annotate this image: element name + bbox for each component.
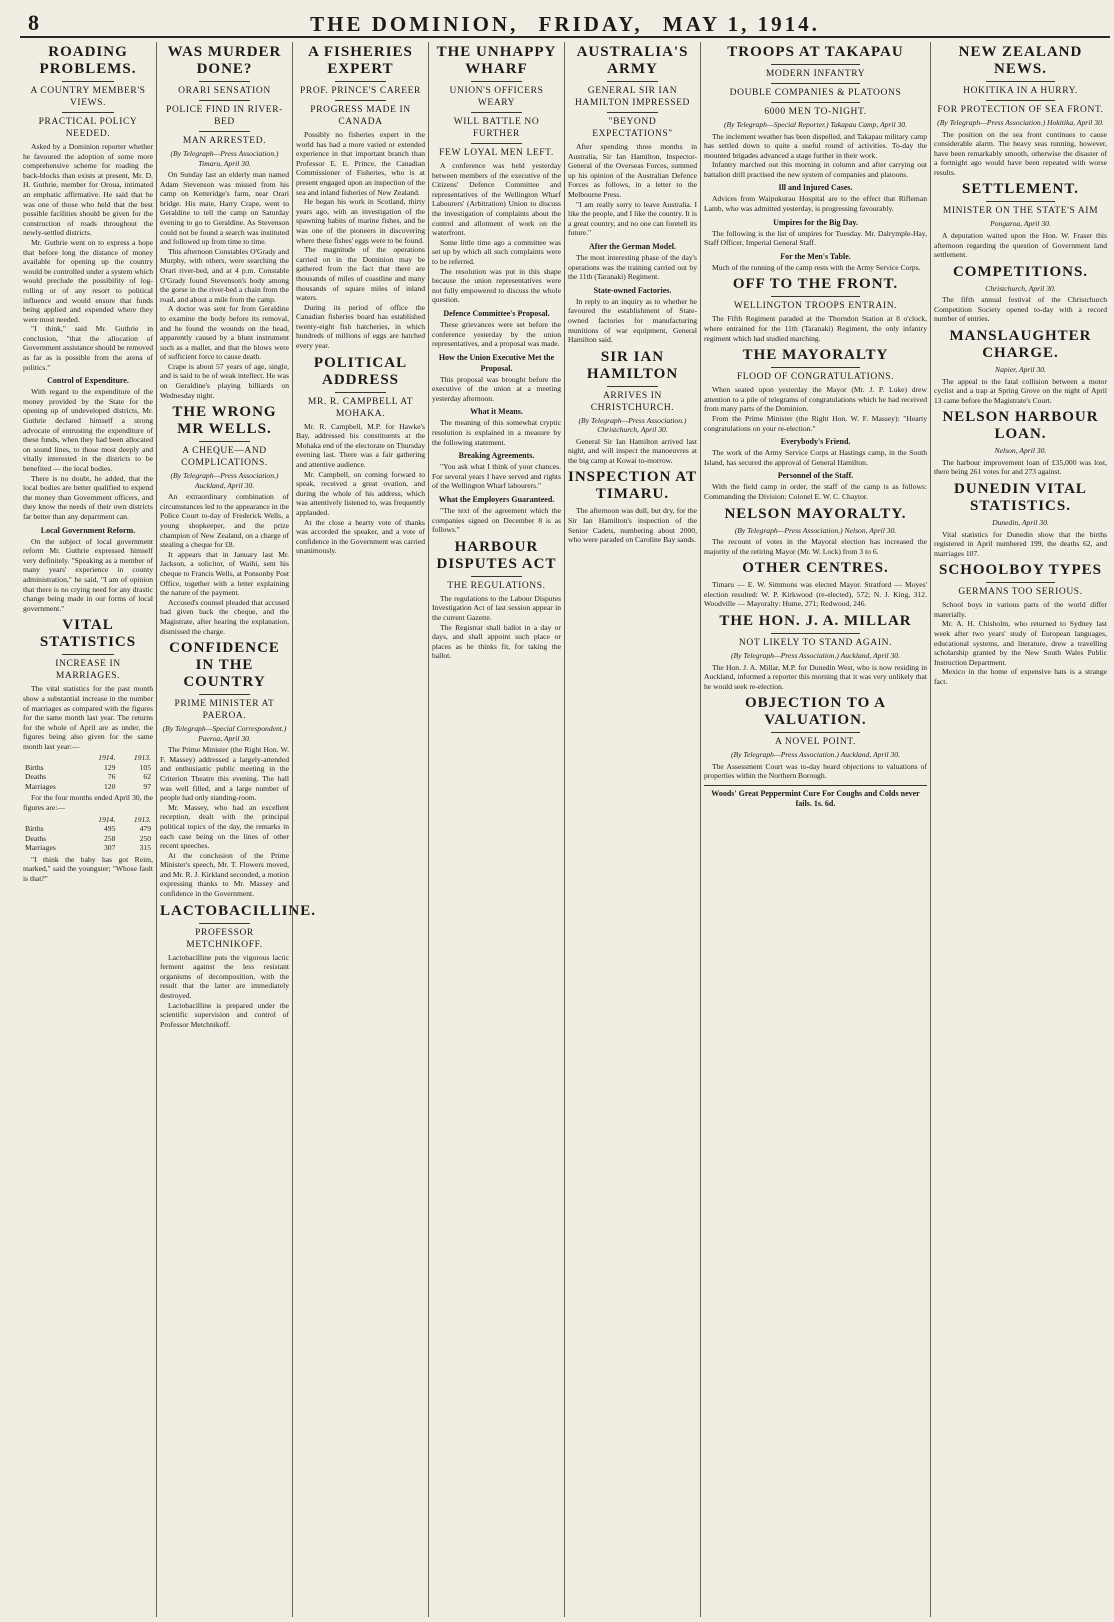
- article-subheading: MAN ARRESTED.: [182, 136, 267, 146]
- paragraph: At the conclusion of the Prime Minister's speech, Mr. T. Flowers moved, and Mr. R. J. Kirkland seconded, a motion expressing thanks to Mr. Massey and confidence in the Government.: [160, 850, 289, 899]
- column: [292, 42, 428, 1617]
- table-cell: 129: [103, 762, 116, 772]
- article: [934, 328, 1107, 405]
- paragraph: The Hon. J. A. Millar, M.P. for Dunedin West, who is now residing in Auckland, informed a reporter this morning that it was very unlikely that he would seek re-election.: [704, 662, 927, 691]
- dateline: Napier, April 30.: [995, 365, 1046, 375]
- table-cell: 76: [107, 772, 116, 782]
- paragraph: The afternoon was dull, but dry, for the Sir Ian Hamilton's inspection of the Senior Cadets, numbering about 2000, who were paraded on Caroline Bay sands.: [568, 506, 697, 545]
- table-cell: 62: [143, 772, 151, 782]
- dateline: (By Telegraph—Press Association.) Timaru, April 30.: [170, 149, 279, 168]
- paragraph: This afternoon Constables O'Grady and Murphy, with others, were searching the Orari river-bed, and at 4 p.m. Constable O'Grady found Stevenson's body among the gorse in the river-bed a chain from the road, and about a mile from the camp.: [160, 246, 289, 304]
- article: [704, 44, 927, 272]
- divider-rule: [199, 100, 251, 101]
- paragraph: With the field camp in order, the staff of the camp is as follows: Commanding the Division: Colonel E. W. C. Chaytor.: [704, 482, 927, 501]
- paragraph: The work of the Army Service Corps at Hastings camp, in the South Island, has secured the approval of General Hamilton.: [704, 448, 927, 467]
- dateline: Dunedin, April 30.: [992, 518, 1049, 527]
- article-subheading: "BEYOND EXPECTATIONS": [592, 117, 673, 139]
- paragraph: Lactobacilline is prepared under the scientific supervision and control of Professor Metchnikoff.: [160, 1000, 289, 1029]
- dateline: Christchurch, April 30.: [985, 283, 1056, 293]
- table-cell: Births: [25, 762, 44, 772]
- column: [930, 42, 1110, 1617]
- article-headline: OFF TO THE FRONT.: [732, 276, 899, 293]
- article-subheading: NOT LIKELY TO STAND AGAIN.: [738, 638, 893, 649]
- section-heading: Control of Expenditure.: [47, 376, 129, 386]
- paragraph: This proposal was brought before the executive of the union at a meeting yesterday afternoon.: [432, 374, 561, 403]
- article-subheading: PRACTICAL POLICY NEEDED.: [38, 117, 138, 139]
- article: [934, 264, 1107, 324]
- article-headline: NEW ZEALAND NEWS.: [958, 44, 1083, 77]
- article-headline: A FISHERIES EXPERT: [308, 44, 413, 77]
- section-heading: After the German Model.: [589, 241, 676, 251]
- table-row: [23, 834, 153, 844]
- paragraph: The fifth annual festival of the Christchurch Competition Society opened to-day with a record number of entries.: [934, 295, 1107, 324]
- divider-rule: [199, 923, 251, 924]
- divider-rule: [771, 633, 860, 634]
- article-headline: SCHOOLBOY TYPES: [939, 562, 1102, 579]
- paragraph: The appeal to the fatal collision between a motor cyclist and a trap at Spring Grove on the night of April 13 came before the Magistrate's Court.: [934, 376, 1107, 405]
- paragraph: A doctor was sent for from Geraldine to examine the body before its removal, and he found the wounds on the head, apparently caused by a blunt instrument such as a mallet, and that the blows were of sufficient force to cause death.: [160, 304, 289, 362]
- table-cell: Deaths: [25, 833, 47, 843]
- divider-rule: [199, 131, 251, 132]
- article: [568, 469, 697, 544]
- article-headline: POLITICAL ADDRESS: [313, 354, 408, 388]
- paragraph: The most interesting phase of the day's operations was the training carried out by the 11th (Taranaki) Regiment.: [568, 252, 697, 282]
- article-subheading: 6000 MEN TO-NIGHT.: [764, 107, 867, 117]
- paragraph: During its period of office the Canadian fisheries board has established twenty-eight fish hatcheries, in which hundreds of millions of eggs are hatched every year.: [296, 302, 425, 351]
- paragraph: After spending three months in Australia, Sir Ian Hamilton, Inspector-General of the Overseas Forces, summed up his opinion of the Australian Defence Forces as follows, in a letter to the Melbourne Press.: [568, 142, 697, 199]
- article-subheading: ORARI SENSATION: [178, 86, 271, 96]
- article-subheading: MODERN INFANTRY: [765, 69, 866, 79]
- article-headline: SIR IAN HAMILTON: [586, 348, 679, 382]
- article: [296, 355, 425, 556]
- dateline: Pongaroa, April 30.: [990, 219, 1051, 229]
- article: [704, 560, 927, 609]
- paragraph: Some little time ago a committee was set up by which all such complaints were to be referred.: [432, 237, 561, 266]
- table-cell: 479: [139, 824, 151, 834]
- divider-rule: [986, 201, 1055, 202]
- section-heading: State-owned Factories.: [593, 285, 672, 295]
- paragraph: The magnitude of the operations carried on in the Dominion may be gathered from the fact that there are thousands of miles of coastline and many thousands of square miles of inland waters.: [296, 245, 425, 303]
- article: [160, 404, 289, 636]
- paragraph: Possibly no fisheries expert in the world has had a more varied or extended experience in that important branch than Professor E. E. Prince, the Canadian Commissioner of Fisheries, who is at present engaged upon an inspection of the sea and inland fisheries of New Zealand.: [296, 130, 425, 197]
- columns: [20, 42, 1110, 1617]
- article-headline: THE WRONG MR WELLS.: [172, 404, 277, 438]
- paragraph: Advices from Waipukurau Hospital are to the effect that Rifleman Lamb, who was admitted yesterday, is progressing favourably.: [704, 194, 927, 214]
- article-subheading: MINISTER ON THE STATE'S AIM: [942, 206, 1099, 217]
- divider-rule: [335, 392, 387, 393]
- table-row: [23, 782, 153, 792]
- paragraph: The resolution was put in this shape because the union representatives were not fully empowered to discuss the whole question.: [432, 266, 561, 305]
- section-heading: Everybody's Friend.: [780, 437, 851, 447]
- paragraph: He began his work in Scotland, thirty years ago, with an investigation of the spawning habits of marine fishes, and he was one of the pioneers in discovering where these fishes' eggs were to be found.: [296, 197, 425, 245]
- table-cell: Deaths: [25, 772, 47, 782]
- article: [568, 349, 697, 466]
- article: [934, 181, 1107, 259]
- paragraph: The Assessment Court was to-day heard objections to valuations of properties within the Northern Borough.: [704, 761, 927, 781]
- article-headline: SETTLEMENT.: [961, 181, 1079, 198]
- divider-rule: [986, 100, 1055, 101]
- paragraph: Mr. A. H. Chisholm, who returned to Sydney last week after two years' study of European languages, educational systems, and literature, drew a travelling scholarship granted by the New South Wales Public Instruction Department.: [934, 619, 1107, 667]
- divider-rule: [771, 732, 860, 733]
- article-subheading: MR. R. CAMPBELL AT MOHAKA.: [307, 396, 414, 419]
- paragraph: Much of the running of the camp rests with the Army Service Corps.: [712, 262, 921, 272]
- paragraph: The Registrar shall ballot in a day or days, and shall appoint such place or places as he thinks fit, for taking the ballot.: [432, 622, 561, 661]
- article-subheading: A NOVEL POINT.: [775, 737, 856, 748]
- article-subheading: GERMANS TOO SERIOUS.: [958, 587, 1083, 598]
- dateline: (By Telegraph—Press Association.) Nelson, April 30.: [734, 525, 897, 535]
- article: [704, 613, 927, 691]
- article-subheading: POLICE FIND IN RIVER-BED: [166, 105, 283, 127]
- article-subheading: FLOOD OF CONGRATULATIONS.: [736, 372, 895, 383]
- article: [934, 481, 1107, 558]
- article-subheading: A CHEQUE—AND COMPLICATIONS.: [181, 446, 268, 469]
- article-subheading: FOR PROTECTION OF SEA FRONT.: [937, 105, 1104, 115]
- article-subheading: PROF. PRINCE'S CAREER: [300, 86, 421, 96]
- article-headline: VITAL STATISTICS: [39, 617, 137, 651]
- table-cell: 307: [103, 843, 116, 853]
- paragraph: The harbour improvement loan of £35,000 was lost, there being 261 votes for and 273 against.: [934, 457, 1107, 477]
- divider-rule: [771, 64, 860, 65]
- table-row: [23, 763, 153, 773]
- article: [23, 44, 153, 613]
- divider-rule: [771, 102, 860, 103]
- paragraph: There is no doubt, he added, that the local bodies are better qualified to expend the money than Government officers, and they know the needs of their own districts far better than any department can.: [23, 473, 153, 521]
- article-headline: NELSON MAYORALTY.: [724, 505, 907, 522]
- masthead-line: [20, 12, 1110, 37]
- masthead: [20, 6, 1110, 38]
- paragraph: The inclement weather has been dispelled, and Takapau military camp has settled down to quite a useful round of activities. To-day the mounted brigades advanced a stage further in their work.: [704, 131, 927, 160]
- paragraph: Crape is about 57 years of age, single, and is said to be of weak intellect. He was on Geraldine's playing billiards on Wednesday night.: [160, 361, 289, 400]
- article-headline: AUSTRALIA'S ARMY: [576, 44, 689, 77]
- dateline: (By Telegraph—Press Association.) Christchurch, April 30.: [578, 415, 687, 435]
- section-heading: Local Government Reform.: [40, 525, 136, 535]
- table-cell: Marriages: [25, 781, 56, 791]
- article-headline: THE UNHAPPY WHARF: [436, 44, 557, 77]
- article-subheading: A COUNTRY MEMBER'S VIEWS.: [30, 86, 146, 108]
- article-subheading: DOUBLE COMPANIES & PLATOONS: [729, 88, 902, 98]
- divider-rule: [62, 654, 114, 655]
- paragraph: It appears that in January last Mr. Jackson, a solicitor, of Waihi, sent his cheque to Francis Wells, at Ponsonby Post Office, together with a letter explaining the nature of the payment.: [160, 549, 289, 598]
- dateline: Nelson, April 30.: [994, 446, 1047, 456]
- paragraph: The meaning of this somewhat cryptic resolution is explained in a measure by the following statement.: [432, 418, 561, 447]
- table-header-cell: 1913.: [133, 753, 151, 763]
- article-headline: HARBOUR DISPUTES ACT: [436, 538, 557, 572]
- paragraph: When seated upon yesterday the Mayor (Mr. J. P. Luke) drew attention to a pile of telegrams of congratulations which he had received from many parts of the Dominion.: [704, 385, 927, 414]
- article: [704, 276, 927, 343]
- paragraph: On Sunday last an elderly man named Adam Stevenson was missed from his camp on Ketteridge's farm, near Orari bridge. His mate, Harry Crape, went to Geraldine to tell the camp on Saturday evening to go to Geraldine. As Stevenson could not be found a search was instituted and followed up from time to time.: [160, 170, 289, 247]
- article-headline: THE HON. J. A. MILLAR: [719, 613, 912, 630]
- divider-rule: [471, 112, 523, 113]
- paragraph: "I am really sorry to leave Australia. I like the people, and I like the country. It is a great country, and no one can foretell its future.": [568, 199, 697, 238]
- section-heading: Breaking Agreements.: [458, 451, 535, 461]
- table-cell: 120: [103, 781, 116, 791]
- article: [934, 44, 1107, 177]
- table-cell: 258: [103, 833, 116, 843]
- article-subheading: WILL BATTLE NO FURTHER: [453, 117, 540, 139]
- section-heading: How the Union Executive Met the Proposal.: [438, 352, 555, 373]
- article-headline: ROADING PROBLEMS.: [39, 44, 137, 77]
- article: [432, 44, 561, 535]
- divider-rule: [471, 81, 523, 82]
- paragraph: Vital statistics for Dunedin show that the births registered in April numbered 199, the deaths 62, and marriages 107.: [934, 529, 1107, 558]
- table-cell: 495: [103, 824, 116, 834]
- divider-rule: [607, 386, 659, 387]
- paragraph: Mr. Campbell, on coming forward to speak, received a great ovation, and during the whole of his address, which was attentively listened to, was frequently applauded.: [296, 469, 425, 517]
- paragraph: General Sir Ian Hamilton arrived last night, and will inspect the manoeuvres at the big camp at Kowai to-morrow.: [568, 436, 697, 465]
- article-headline: MANSLAUGHTER CHARGE.: [949, 328, 1092, 362]
- paragraph: With regard to the expenditure of the money provided by the State for the opening up of undeveloped districts, Mr. Guthrie declared himself a strong advocate of entrusting the expenditure of these funds, when they had been allocated on sound lines, to those most deeply and vitally interested in the districts to be benefited — the local bodies.: [23, 387, 153, 473]
- statistics-table: [23, 815, 153, 853]
- paragraph: From the Prime Minister (the Right Hon. W. F. Massey): "Hearty congratulations on your re-election.": [704, 414, 927, 433]
- divider-rule: [986, 81, 1055, 82]
- divider-rule: [62, 81, 114, 82]
- article: [296, 44, 425, 351]
- section-heading: Defence Committee's Proposal.: [443, 308, 550, 318]
- table-row: [23, 772, 153, 782]
- section-heading: For the Men's Table.: [780, 251, 851, 261]
- table-cell: 97: [143, 781, 151, 791]
- divider-rule: [335, 81, 387, 82]
- divider-rule: [199, 81, 251, 82]
- article-subheading: ARRIVES IN CHRISTCHURCH.: [590, 390, 675, 413]
- table-row: [23, 824, 153, 834]
- article: [432, 539, 561, 661]
- table-row: [23, 843, 153, 853]
- article-subheading: HOKITIKA IN A HURRY.: [963, 86, 1078, 96]
- paragraph: The Fifth Regiment paraded at the Thorndon Station at 8 o'clock, where entrained for the 11th (Taranaki) Regiment, the only infantry regiment which had studied marching.: [704, 314, 927, 343]
- table-caption: For the four months ended April 30, the figures are:—: [23, 793, 153, 813]
- article: [160, 44, 289, 400]
- divider-rule: [607, 112, 659, 113]
- table-header-cell: 1914.: [98, 753, 116, 763]
- masthead-day: FRIDAY,: [538, 12, 643, 36]
- statistics-table: [23, 753, 153, 791]
- paragraph: "I think the baby has got Reim, marked," said the youngster; "Whose fault is that?": [23, 854, 153, 883]
- article-subheading: PRIME MINISTER AT PAEROA.: [174, 699, 275, 722]
- advertisement: Woods' Great Peppermint Cure For Coughs and Colds never fails. 1s. 6d.: [704, 785, 927, 809]
- dateline: (By Telegraph—Press Association.) Auckland, April 30.: [170, 471, 279, 490]
- section-heading: Umpires for the Big Day.: [773, 217, 858, 227]
- column: [20, 42, 156, 1617]
- paragraph: Mr. Guthrie went on to express a hope that before long the distance of money available for opening up the country would be controlled under a system which would preclude the possibility of log-rolling or of any resort to political influence and would ensure that funds being applied and expended where they were most needed.: [23, 237, 153, 324]
- section-heading: Ill and Injured Cases.: [778, 183, 853, 193]
- article-headline: INSPECTION AT TIMARU.: [568, 469, 698, 503]
- paragraph: The Prime Minister (the Right Hon. W. F. Massey) addressed a largely-attended and enthusiastic public meeting in the Criterion Theatre this evening. The hall was well filled, and a large number of people had only standing-room.: [160, 745, 289, 803]
- paragraph: The vital statistics for the past month show a substantial increase in the number of marriages as compared with the figures for the same month last year. The returns for the whole of April are as under, the figures being also given for the same month last year:—: [23, 684, 153, 751]
- paragraph: The recount of votes in the Mayoral election has increased the majority of the retiring Mayor (Mr. W. Lock) from 3 to 6.: [704, 537, 927, 556]
- divider-rule: [607, 81, 659, 82]
- divider-rule: [335, 100, 387, 101]
- article: [704, 695, 927, 781]
- paragraph: Accused's counsel pleaded that accused had given back the cheque, and the Magistrate, after hearing the explanation, dismissed the charge.: [160, 597, 289, 636]
- paragraph: The position on the sea front continues to cause considerable alarm. The heavy seas running, however, have been remarkably smooth, otherwise the disaster of a fortnight ago would have been repeated with worse results.: [934, 129, 1107, 177]
- article-headline: NELSON HARBOUR LOAN.: [942, 409, 1099, 443]
- paragraph: The regulations to the Labour Disputes Investigation Act of last session appear in the current Gazette.: [432, 593, 561, 622]
- article-headline: LACTOBACILLINE.: [160, 902, 317, 919]
- paragraph: Lactobacilline puts the vigorous lactic ferment against the less resistant organisms of decomposition, with the result that the latter are immediately destroyed.: [160, 952, 289, 1001]
- paragraph: At the close a hearty vote of thanks was accorded the speaker, and a vote of confidence in the Government was carried unanimously.: [296, 517, 425, 556]
- paragraph: Mexico in the home of expensive hats is a strange fact.: [934, 667, 1107, 687]
- article-headline: WAS MURDER DONE?: [167, 44, 282, 77]
- article: [23, 617, 153, 883]
- divider-rule: [62, 112, 114, 113]
- article: [934, 409, 1107, 477]
- article: [704, 347, 927, 501]
- table-cell: Births: [25, 824, 44, 834]
- paragraph: Timaru — E. W. Simmons was elected Mayor. Stratford — Moyes' election resulted: W. P. Kirkwood (re-elected), 572; N. J. King, 312. Woodville — Mayoralty: Hume, 271; Redwood, 246.: [704, 580, 927, 609]
- divider-rule: [986, 582, 1055, 583]
- article-headline: OBJECTION TO A VALUATION.: [745, 695, 886, 729]
- article: [704, 506, 927, 557]
- paragraph: "I think," said Mr. Guthrie in conclusion, "that the allocation of Government assistance should be removed as far as is possible from the arena of politics.": [23, 324, 153, 372]
- article: [568, 44, 697, 345]
- paragraph: These grievances were set before the conference yesterday by the union representatives, and a proposal was made.: [432, 319, 561, 349]
- divider-rule: [199, 441, 251, 442]
- article-subheading: UNION'S OFFICERS WEARY: [449, 86, 544, 108]
- column: [156, 42, 317, 1617]
- article-headline: DUNEDIN VITAL STATISTICS.: [954, 481, 1087, 514]
- paragraph: Asked by a Dominion reporter whether he favoured the adoption of some more comprehensive scheme for roading the back-blocks than exists at present, Mr. D. H. Guthrie, member for Oroua, intimated an emphatic affirmative. He said that he was one of those who held that the best possible facilities should be given for the construction of roads throughout the newly-settled districts.: [23, 142, 153, 238]
- paragraph: A conference was held yesterday between members of the executive of the Citizens' Defence Committee and representatives of the Wellington Wharf Labourers' (Arbitration) Union to discuss the investigation of complaints about the control and allotment of work on the waterfront.: [432, 161, 561, 238]
- paragraph: Mr. R. Campbell, M.P. for Hawke's Bay, addressed his constituents at the Mohaka end of the electorate on Thursday evening last. There was a fair gathering and attentive audience.: [296, 421, 425, 470]
- article: [934, 562, 1107, 686]
- divider-rule: [771, 296, 860, 297]
- divider-rule: [771, 367, 860, 368]
- dateline: (By Telegraph—Special Reporter.) Takapau Camp, April 30.: [723, 120, 907, 129]
- table-cell: 315: [139, 843, 151, 853]
- table-cell: 105: [139, 762, 151, 772]
- paragraph: "You ask what I think of your chances. For several years I have served and rights of the Wellington Wharf labourers.": [432, 462, 561, 491]
- article: [160, 640, 289, 899]
- masthead-date: MAY 1, 1914.: [662, 12, 820, 36]
- dateline: (By Telegraph—Press Association.) Hokitika, April 30.: [937, 118, 1104, 127]
- dateline: (By Telegraph—Press Association.) Auckland, April 30.: [730, 651, 901, 661]
- paragraph: An extraordinary combination of circumstances led to the appearance in the Police Court to-day of Frederick Wells, a young shopkeeper, and the prize champion of New Zealand, on a charge of stealing a cheque for £8.: [160, 492, 289, 550]
- dateline: (By Telegraph—Press Association.) Auckland, April 30.: [730, 750, 901, 760]
- dateline: (By Telegraph—Special Correspondent.) Paeroa, April 30.: [162, 724, 287, 743]
- paragraph: Mr. Massey, who had an excellent reception, dealt with the principal political topics of the day, the remarks in each case being on the lines of other recent speeches.: [160, 802, 289, 851]
- article-headline: THE MAYORALTY: [742, 347, 889, 364]
- article-headline: COMPETITIONS.: [952, 263, 1089, 280]
- column: [700, 42, 930, 1617]
- page-number: 8: [28, 10, 39, 35]
- paragraph: Infantry marched out this morning in column and after carrying out battalion drill practised the new system of companies and platoons.: [704, 160, 927, 179]
- paragraph: School boys in various parts of the world differ materially.: [934, 600, 1107, 619]
- section-heading: Personnel of the Staff.: [777, 471, 854, 481]
- article-subheading: PROGRESS MADE IN CANADA: [310, 105, 411, 127]
- article: [160, 902, 317, 1030]
- divider-rule: [199, 694, 251, 695]
- paragraph: The following is the list of umpires for Tuesday. Mr. Dalrymple-Hay, Staff Officer, Imperial General Staff.: [704, 228, 927, 248]
- paragraph: A deputation waited upon the Hon. W. Fraser this afternoon regarding the question of Government land settlement.: [934, 230, 1107, 260]
- article-headline: OTHER CENTRES.: [742, 560, 889, 577]
- table-header-cell: [23, 815, 82, 825]
- article-subheading: PROFESSOR METCHNIKOFF.: [186, 927, 263, 950]
- table-header-cell: 1914.: [98, 814, 116, 824]
- divider-rule: [471, 143, 523, 144]
- article-headline: TROOPS AT TAKAPAU: [727, 44, 904, 60]
- article-subheading: FEW LOYAL MEN LEFT.: [439, 148, 554, 158]
- table-cell: 250: [139, 833, 151, 843]
- paragraph: "The text of the agreement which the companies signed on December 8 is as follows.": [432, 506, 561, 535]
- divider-rule: [771, 83, 860, 84]
- table-header-cell: 1913.: [133, 814, 151, 824]
- article-subheading: INCREASE IN MARRIAGES.: [55, 659, 121, 682]
- table-cell: Marriages: [25, 843, 56, 853]
- column: [564, 42, 700, 1617]
- paragraph: In reply to an inquiry as to whether he favoured the establishment of State-owned factories for manufacturing munitions of war equipment, General Hamilton said.: [568, 296, 697, 345]
- table-header-cell: [23, 753, 82, 763]
- column: [428, 42, 564, 1617]
- article-headline: CONFIDENCE IN THE COUNTRY: [169, 640, 280, 691]
- masthead-title: THE DOMINION,: [310, 12, 519, 36]
- article-subheading: GENERAL SIR IAN HAMILTON IMPRESSED: [574, 86, 691, 108]
- article-subheading: THE REGULATIONS.: [447, 580, 546, 591]
- divider-rule: [471, 576, 523, 577]
- paragraph: On the subject of local government reform Mr. Guthrie expressed himself very definitely. "Speaking as a member of many years' experience in county administration," he said, "I am of opinion that there is no crying need for any drastic change being made in our forms of local government.": [23, 536, 153, 613]
- section-heading: What it Means.: [470, 407, 523, 417]
- article-subheading: WELLINGTON TROOPS ENTRAIN.: [733, 301, 898, 312]
- section-heading: What the Employers Guaranteed.: [438, 495, 555, 505]
